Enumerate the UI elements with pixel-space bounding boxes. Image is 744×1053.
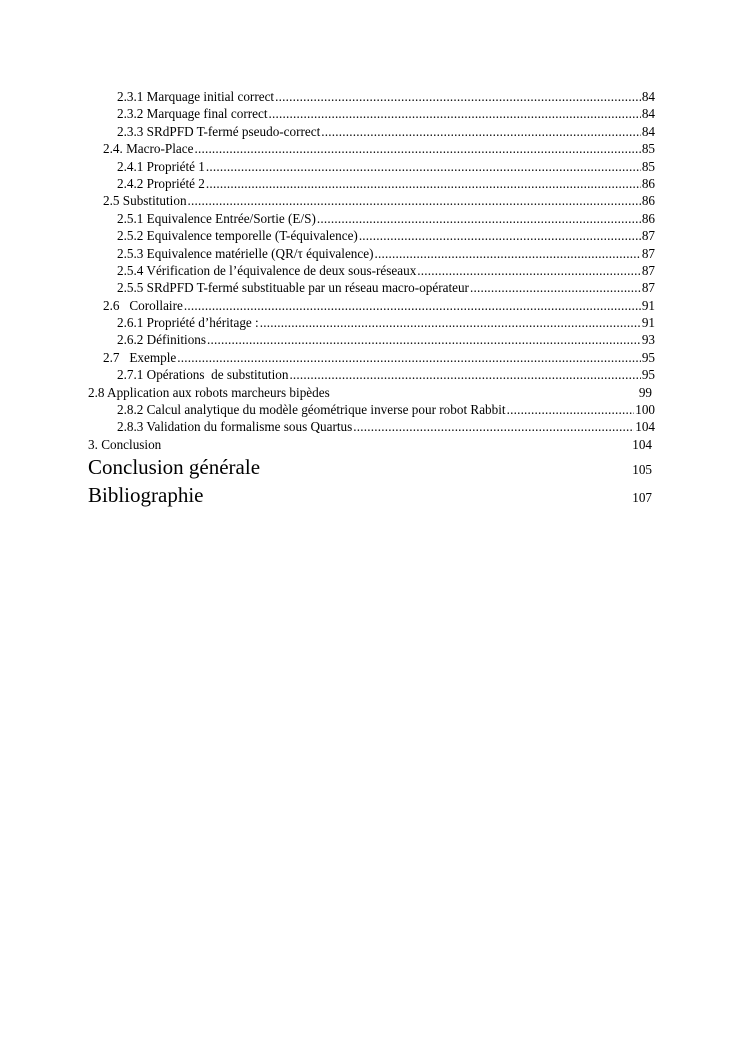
toc-entry-title: 2.5.5 SRdPFD T-fermé substituable par un réseau macro-opérateur	[117, 280, 469, 296]
toc-entry-title: 2.3.2 Marquage final correct	[117, 106, 268, 122]
toc-entry	[0, 105, 744, 122]
toc-page-number: 87	[641, 280, 655, 296]
toc-entry	[0, 192, 744, 209]
dot-leader	[275, 88, 641, 105]
toc-page-number: 95	[641, 349, 655, 365]
toc-page-number: 86	[641, 193, 655, 209]
table-of-contents	[0, 88, 744, 509]
dot-leader	[317, 210, 641, 227]
toc-entry	[0, 418, 744, 435]
toc-entry	[0, 210, 744, 227]
dot-leader	[417, 262, 641, 279]
toc-page-number: 99	[638, 384, 652, 400]
dot-leader	[207, 331, 641, 348]
toc-page-number: 86	[641, 210, 655, 226]
toc-entry-title: Bibliographie	[88, 483, 204, 508]
toc-entry-title: 2.3.1 Marquage initial correct	[117, 89, 275, 104]
toc-entry	[0, 331, 744, 348]
dot-leader	[177, 349, 641, 366]
toc-entry	[0, 436, 744, 453]
toc-entry	[0, 384, 744, 401]
toc-page-number: 104	[632, 436, 652, 452]
toc-page-number: 91	[641, 315, 655, 331]
toc-entry-title: 2.8 Application aux robots marcheurs bipèdes	[88, 384, 330, 400]
toc-entry-title: 2.8.2 Calcul analytique du modèle géométrique inverse pour robot Rabbit	[117, 402, 506, 418]
toc-entry-title: 2.5 Substitution	[103, 193, 187, 209]
toc-entry-title: 2.4.1 Propriété 1	[117, 158, 205, 174]
toc-entry-title: 2.5.3 Equivalence matérielle (QR/τ équivalence)	[117, 245, 374, 261]
toc-entry-major	[0, 481, 744, 509]
toc-entry	[0, 175, 744, 192]
dot-leader	[470, 279, 641, 296]
toc-entry	[0, 158, 744, 175]
toc-entry-title: 2.4. Macro-Place	[103, 141, 194, 157]
toc-entry	[0, 88, 744, 105]
toc-entry-title: 2.7 Exemple	[103, 349, 177, 365]
toc-page-number: 107	[632, 490, 652, 506]
toc-entry-title: 2.6 Corollaire	[103, 297, 183, 313]
dot-leader	[359, 227, 641, 244]
toc-page-number: 84	[641, 123, 655, 139]
toc-entry-title: 2.6.2 Définitions	[117, 332, 207, 348]
toc-page-number: 93	[641, 332, 655, 348]
toc-page-number: 86	[641, 175, 655, 191]
dot-leader	[206, 175, 641, 192]
toc-entry-title: 2.3.3 SRdPFD T-fermé pseudo-correct	[117, 123, 321, 139]
toc-entry-title: 2.8.3 Validation du formalisme sous Quartus	[117, 419, 353, 435]
toc-entry	[0, 245, 744, 262]
dot-leader	[289, 366, 640, 383]
toc-page-number: 104	[635, 419, 655, 435]
toc-page-number: 87	[641, 262, 655, 278]
toc-page-number: 84	[641, 106, 655, 122]
toc-page-number: 85	[641, 141, 655, 157]
toc-page-number: 87	[641, 228, 655, 244]
dot-leader	[321, 123, 641, 140]
toc-entry	[0, 401, 744, 418]
toc-page-number: 105	[632, 462, 652, 478]
toc-entry	[0, 227, 744, 244]
toc-entry-title: Conclusion générale	[88, 455, 261, 480]
toc-entry-title: 2.7.1 Opérations de substitution	[117, 367, 289, 383]
toc-entry-title: 2.4.2 Propriété 2	[117, 175, 205, 191]
toc-page-number: 100	[635, 402, 655, 418]
dot-leader	[206, 158, 641, 175]
dot-leader	[375, 245, 641, 262]
toc-page-number: 95	[641, 367, 655, 383]
toc-entry-title: 3. Conclusion	[88, 436, 162, 452]
toc-entry-title: 2.5.2 Equivalence temporelle (T-équivalence)	[117, 228, 358, 244]
dot-leader	[184, 297, 641, 314]
toc-entry-title: 2.6.1 Propriété d’héritage :	[117, 315, 259, 331]
toc-entry	[0, 366, 744, 383]
toc-page-number: 91	[641, 297, 655, 313]
dot-leader	[188, 192, 641, 209]
toc-entry	[0, 349, 744, 366]
toc-entry	[0, 262, 744, 279]
toc-page-number: 85	[641, 158, 655, 174]
dot-leader	[353, 418, 634, 435]
toc-page-number: 87	[641, 245, 655, 261]
toc-entry-major	[0, 453, 744, 481]
toc-entry	[0, 297, 744, 314]
dot-leader	[269, 105, 641, 122]
dot-leader	[260, 314, 641, 331]
toc-entry	[0, 140, 744, 157]
toc-entry	[0, 314, 744, 331]
toc-entry	[0, 279, 744, 296]
toc-entry	[0, 123, 744, 140]
toc-entry-title: 2.5.1 Equivalence Entrée/Sortie (E/S)	[117, 210, 316, 226]
toc-entry-title: 2.5.4 Vérification de l’équivalence de deux sous-réseaux	[117, 262, 417, 278]
dot-leader	[194, 140, 640, 157]
dot-leader	[507, 401, 635, 418]
toc-page-number: 84	[641, 89, 655, 104]
